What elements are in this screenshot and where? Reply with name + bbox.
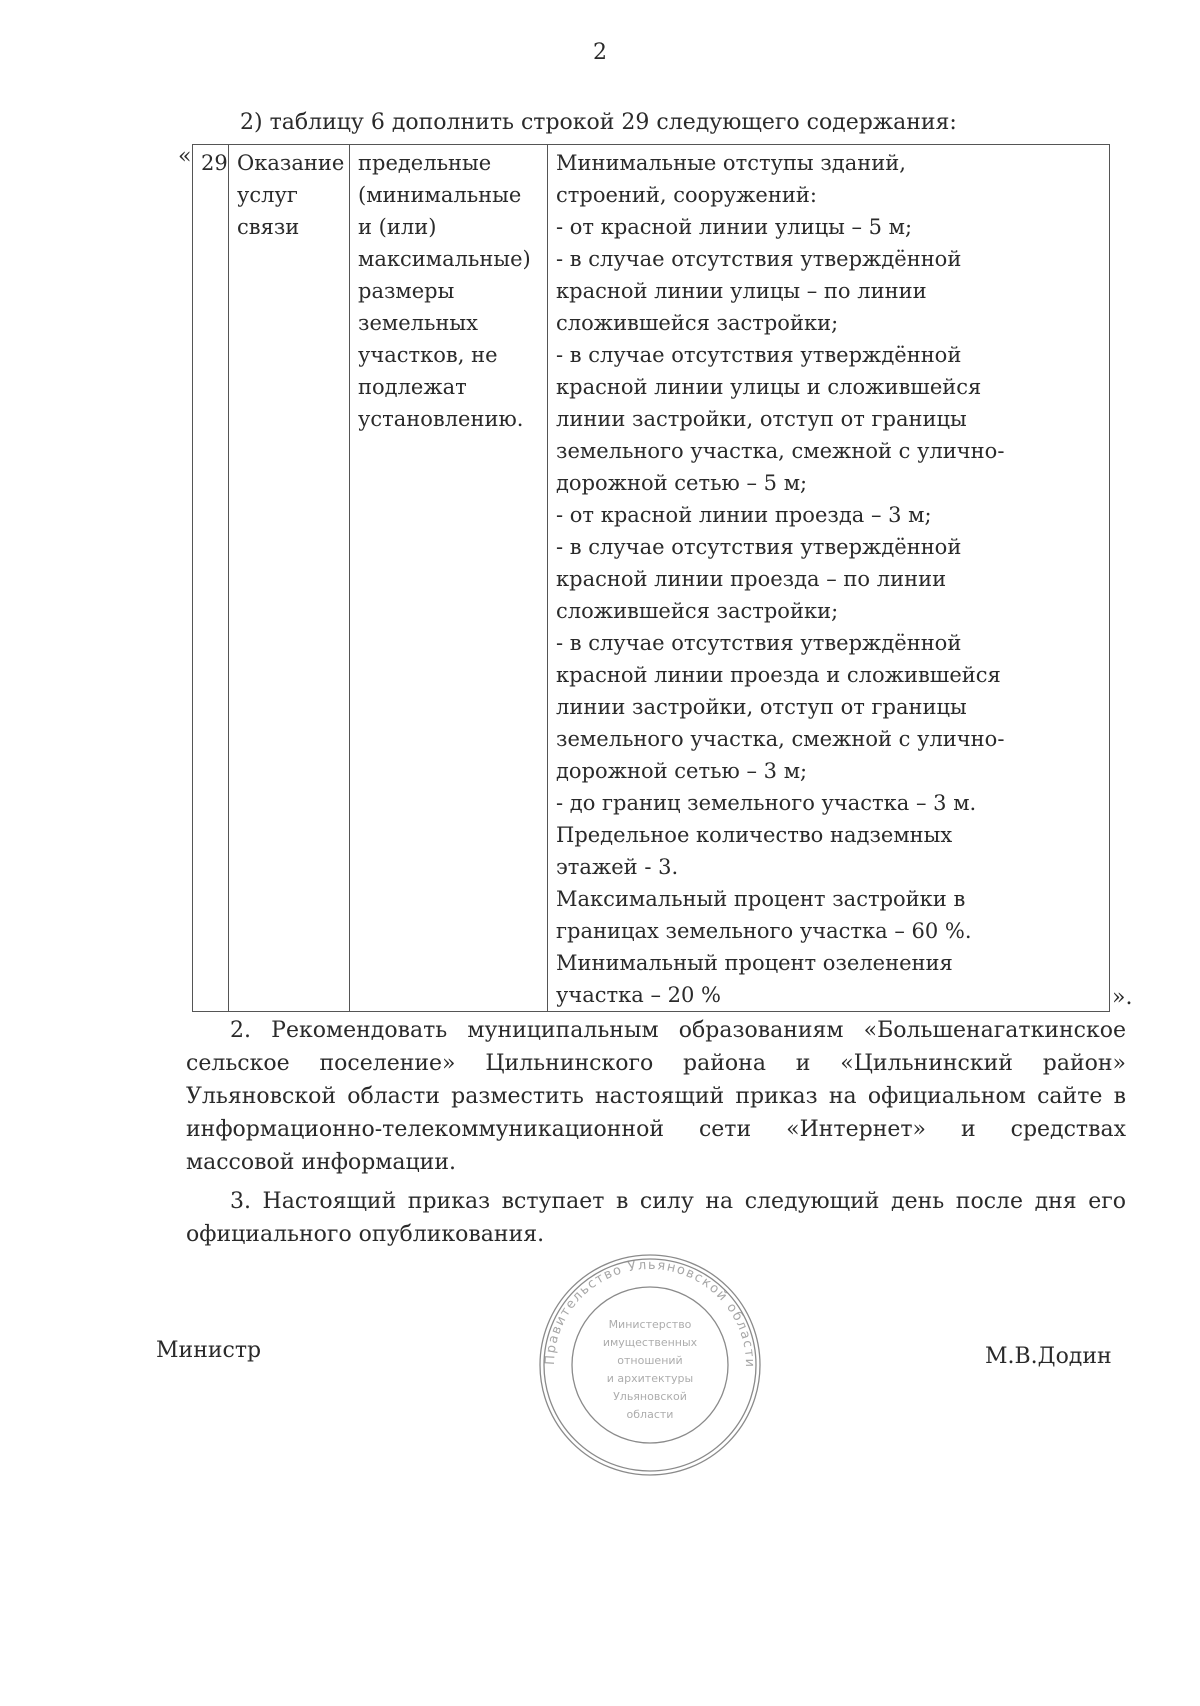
stamp-line: отношений [617,1354,683,1367]
parameter-line: - от красной линии проезда – 3 м; [556,503,932,527]
parameter-line: строений, сооружений: [556,183,817,207]
parameter-line: - в случае отсутствия утверждённой [556,535,962,559]
plot-size-line: земельных [358,311,478,335]
plot-size-line: установлению. [358,407,524,431]
parameter-line: - в случае отсутствия утверждённой [556,631,962,655]
intro-line: 2) таблицу 6 дополнить строкой 29 следующего содержания: [240,110,957,135]
stamp-line: области [626,1408,674,1421]
official-seal-stamp [535,1250,765,1480]
parameter-line: красной линии проезда и сложившейся [556,663,1001,687]
parameter-line: участка – 20 % [556,983,721,1007]
parameter-line: Максимальный процент застройки в [556,887,966,911]
stamp-line: имущественных [602,1336,698,1349]
parameter-line: земельного участка, смежной с улично- [556,439,1005,463]
parameter-line: - в случае отсутствия утверждённой [556,343,962,367]
parameter-line: дорожной сетью – 5 м; [556,471,808,495]
row-number: 29 [201,151,228,175]
plot-size-line: участков, не [358,343,498,367]
parameter-line: Предельное количество надземных [556,823,953,847]
parameters-cell [548,145,1110,1012]
paragraph-3-text: 3. Настоящий приказ вступает в силу на следующий день после дня его официального опубликования. [186,1189,1126,1247]
close-quote: ». [1112,985,1133,1010]
plot-size-line: предельные [358,151,492,175]
plot-size-line: и (или) [358,215,437,239]
stamp-line: и архитектуры [606,1372,694,1385]
page-number: 2 [593,40,607,65]
parameter-line: границах земельного участка – 60 %. [556,919,972,943]
row-number-cell [193,145,229,1012]
parameter-line: - до границ земельного участка – 3 м. [556,791,977,815]
use-type-line: Оказание [237,151,345,175]
signatory-name: М.В.Додин [985,1344,1112,1369]
parameter-line: красной линии проезда – по линии [556,567,947,591]
paragraph-2 [186,1014,1126,1179]
svg-text:Правительство Ульяновской обла [543,1258,757,1369]
parameter-line: - в случае отсутствия утверждённой [556,247,962,271]
use-type-line: услуг [237,183,298,207]
paragraph-2-text: 2. Рекомендовать муниципальным образованиям «Большенагаткинское сельское поселение» Цильнинского района и «Цильнинский район» Ульяновской области разместить настоящий приказ на официальном сайте в информационно-телекоммуникационной сети «Интернет» и средствах массовой информации. [186,1018,1126,1175]
open-quote: « [178,144,192,169]
stamp-arc-text: Правительство Ульяновской области [542,1257,758,1369]
stamp-line: Министерство [608,1318,692,1331]
plot-size-line: (минимальные [358,183,522,207]
regulation-table [192,144,1110,1012]
parameter-line: - от красной линии улицы – 5 м; [556,215,913,239]
parameter-line: красной линии улицы и сложившейся [556,375,982,399]
signatory-title: Министр [156,1338,262,1363]
parameter-line: сложившейся застройки; [556,599,839,623]
parameter-line: земельного участка, смежной с улично- [556,727,1005,751]
parameter-line: Минимальные отступы зданий, [556,151,906,175]
use-type-cell [229,145,350,1012]
parameter-line: Минимальный процент озеленения [556,951,953,975]
plot-size-line: подлежат [358,375,467,399]
parameter-line: линии застройки, отступ от границы [556,695,967,719]
plot-size-cell [350,145,548,1012]
plot-size-line: размеры [358,279,455,303]
use-type-line: связи [237,215,300,239]
parameter-line: линии застройки, отступ от границы [556,407,967,431]
parameter-line: красной линии улицы – по линии [556,279,927,303]
stamp-line: Ульяновской [613,1390,687,1403]
paragraph-3 [186,1185,1126,1251]
parameter-line: дорожной сетью – 3 м; [556,759,808,783]
parameter-line: этажей - 3. [556,855,679,879]
parameter-line: сложившейся застройки; [556,311,839,335]
table-row [193,145,1110,1012]
plot-size-line: максимальные) [358,247,531,271]
